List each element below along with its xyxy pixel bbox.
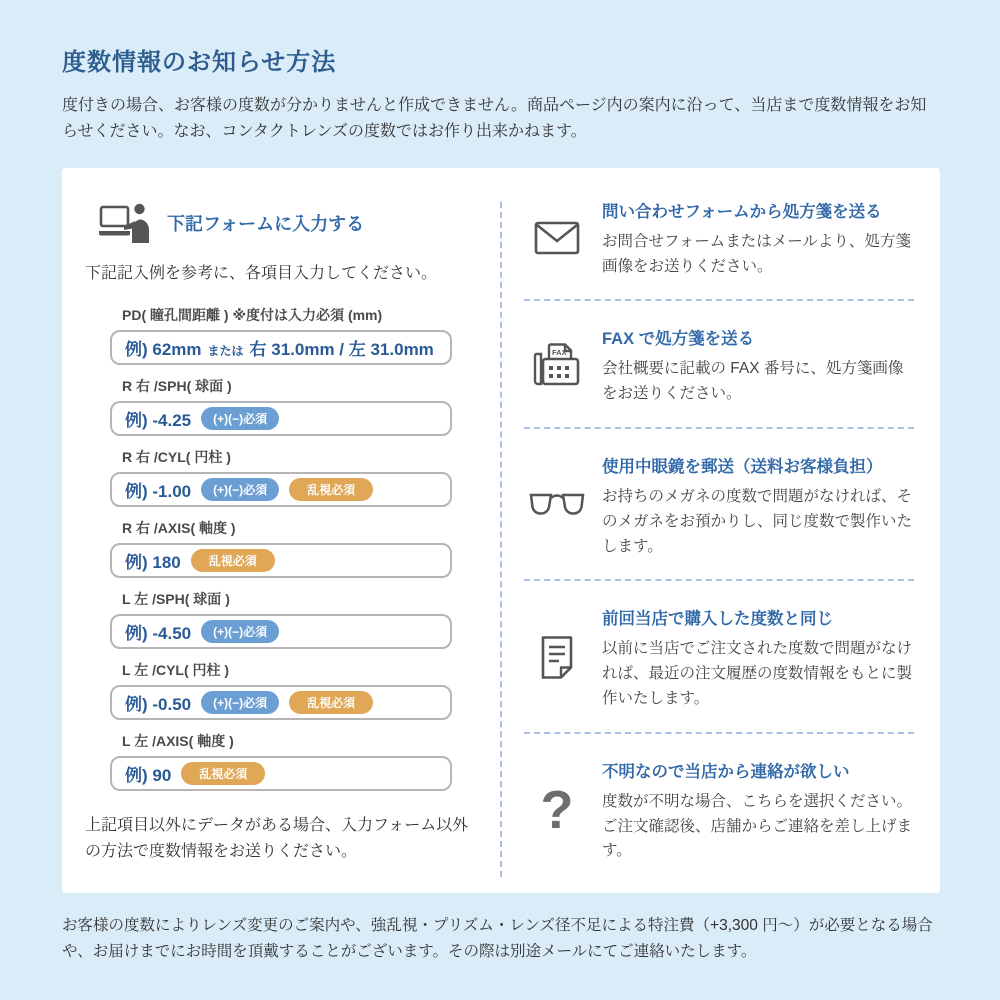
form-note: 上記項目以外にデータがある場合、入力フォーム以外の方法で度数情報をお送りください。 [85, 816, 469, 861]
footer-note: お客様の度数によりレンズ変更のご案内や、強乱視・プリズム・レンズ径不足による特注費（+3,300 円〜）が必要となる場合や、お届けまでにお時間を頂戴することがございます。その際は別途メールにてご連絡いたします。 [62, 916, 933, 961]
method-section [524, 581, 914, 733]
info-panel [62, 168, 940, 893]
method-text [602, 451, 914, 559]
question-icon: ? [540, 779, 574, 840]
method-title: 使用中眼鏡を郵送（送料お客様負担） [602, 457, 883, 476]
mail-icon [524, 196, 590, 280]
field-example-value: 例) 62mm または 右 31.0mm / 左 31.0mm [125, 339, 434, 359]
method-section [524, 429, 914, 581]
field-example-box [110, 401, 452, 436]
astigmatism-required-badge: 乱視必須 [191, 549, 275, 572]
form-column-title: 下記フォームに入力する [167, 213, 365, 234]
method-text [602, 323, 914, 407]
field-label: L 左 /CYL( 円柱 ) [122, 661, 230, 678]
field-label: PD( 瞳孔間距離 ) ※度付は入力必須 (mm) [122, 306, 383, 323]
form-field-example [110, 305, 452, 365]
method-body: 会社概要に記載の FAX 番号に、処方箋画像をお送りください。 [602, 360, 904, 403]
astigmatism-required-badge: 乱視必須 [289, 478, 373, 501]
plus-minus-required-badge: (+)(−)必須 [201, 478, 279, 501]
glasses-icon [524, 451, 590, 559]
astigmatism-required-badge: 乱視必須 [181, 762, 265, 785]
method-text [602, 196, 914, 280]
method-body: お問合せフォームまたはメールより、処方箋画像をお送りください。 [602, 232, 911, 275]
form-instructions-column [62, 168, 500, 893]
field-label: R 右 /AXIS( 軸度 ) [122, 519, 236, 536]
method-section [524, 301, 914, 429]
form-field-example [110, 518, 452, 578]
page-title: 度数情報のお知らせ方法 [62, 49, 337, 76]
form-field-example [110, 376, 452, 436]
field-example-box [110, 330, 452, 365]
form-field-example [110, 731, 452, 791]
field-example-value: 例) -0.50 [125, 694, 192, 714]
field-example-value: 例) 90 [125, 765, 172, 785]
method-title: FAX で処方箋を送る [602, 330, 755, 349]
method-title: 前回当店で購入した度数と同じ [602, 610, 833, 629]
method-text [602, 756, 914, 864]
method-section [524, 174, 914, 302]
intro-text: 度付きの場合、お客様の度数が分かりませんと作成できません。商品ページ内の案内に沿って、当店まで度数情報をお知らせください。なお、コンタクトレンズの度数ではお作り出来かねます。 [62, 97, 927, 141]
form-field-example [110, 660, 452, 720]
form-subtitle: 下記記入例を参考に、各項目入力してください。 [85, 264, 438, 282]
field-label: L 左 /SPH( 球面 ) [122, 590, 230, 607]
plus-minus-required-badge: (+)(−)必須 [201, 407, 279, 430]
field-example-box [110, 756, 452, 791]
field-example-box [110, 614, 452, 649]
field-example-value: 例) -4.25 [125, 410, 192, 430]
document-icon [524, 603, 590, 711]
method-title: 不明なので当店から連絡が欲しい [602, 762, 850, 781]
field-label: R 右 /CYL( 円柱 ) [122, 448, 231, 465]
column-divider [500, 202, 502, 877]
field-example-value: 例) 180 [125, 552, 181, 572]
alt-methods-column [500, 168, 940, 893]
field-label: L 左 /AXIS( 軸度 ) [122, 732, 234, 749]
plus-minus-required-badge: (+)(−)必須 [201, 691, 279, 714]
method-body: お持ちのメガネの度数で問題がなければ、そのメガネをお預かりし、同じ度数で製作いたします。 [602, 487, 913, 555]
field-example-box [110, 472, 452, 507]
fax-icon [524, 323, 590, 407]
field-example-value: 例) -4.50 [125, 623, 192, 643]
method-body: 度数が不明な場合、こちらを選択ください。ご注文確認後、店舗からご連絡を差し上げます。 [602, 792, 913, 860]
method-text [602, 603, 914, 711]
method-title: 問い合わせフォームから処方箋を送る [602, 202, 882, 221]
astigmatism-required-badge: 乱視必須 [289, 691, 373, 714]
form-column-header [99, 202, 474, 244]
field-example-value: 例) -1.00 [125, 481, 192, 501]
form-field-example [110, 589, 452, 649]
field-label: R 右 /SPH( 球面 ) [122, 377, 232, 394]
field-example-box [110, 685, 452, 720]
form-input-icon [99, 202, 151, 244]
plus-minus-required-badge: (+)(−)必須 [201, 620, 279, 643]
form-field-example [110, 447, 452, 507]
field-example-box [110, 543, 452, 578]
form-example-list [110, 305, 452, 791]
method-body: 以前に当店でご注文された度数で問題がなければ、最近の注文履歴の度数情報をもとに製作いたします。 [602, 640, 913, 707]
method-section [524, 734, 914, 884]
svg-text:FAX: FAX [552, 348, 567, 358]
